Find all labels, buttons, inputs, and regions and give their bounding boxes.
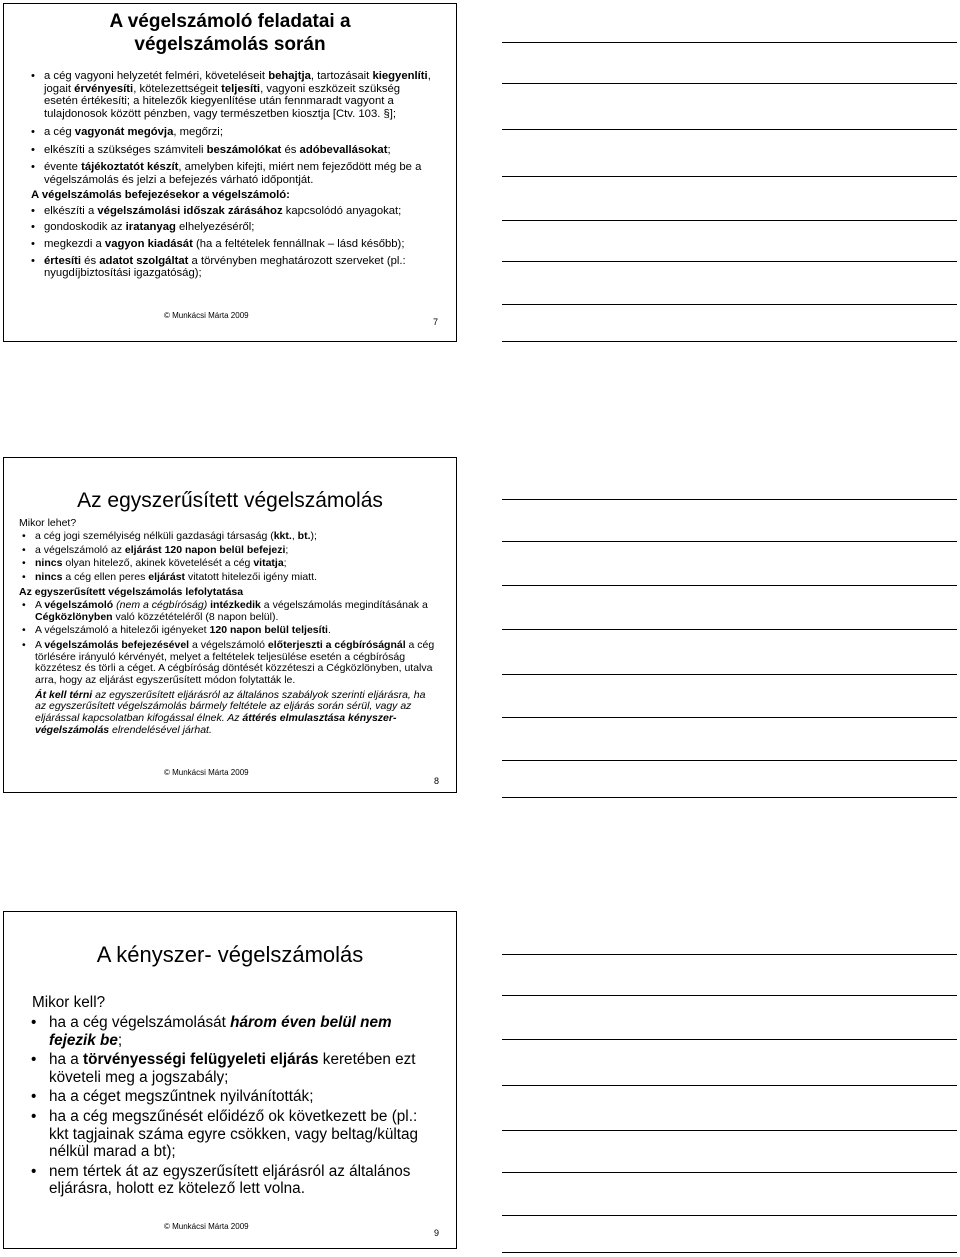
title-line-1: A végelszámoló feladatai a: [109, 11, 351, 32]
list-item: • megkezdi a vagyon kiadását (ha a feltételek fennállnak – lásd később);: [44, 238, 436, 251]
list-item: • elkészíti a szükséges számviteli beszámolókat és adóbevallásokat;: [44, 144, 436, 157]
list-item: • a végelszámoló az eljárást 120 napon belül befejezi;: [35, 545, 436, 557]
note-line: [502, 629, 957, 630]
note-line: [502, 541, 957, 542]
note-line: [502, 220, 957, 221]
note-line: [502, 1085, 957, 1086]
list-item: • nincs olyan hitelező, akinek követelését a cég vitatja;: [35, 558, 436, 570]
task-list: [4, 70, 456, 187]
list-item: • gondoskodik az iratanyag elhelyezéséről;: [44, 221, 436, 234]
note-line: [502, 42, 957, 43]
list-item: • nem tértek át az egyszerűsített eljárásról az általános eljárásra, holott ez kötelező lett volna.: [49, 1163, 436, 1198]
copyright-footer: © Munkácsi Márta 2009: [164, 1222, 249, 1231]
note-line: [502, 176, 957, 177]
note-line: [502, 341, 957, 342]
list-item: • a cég vagyonát megóvja, megőrzi;: [44, 126, 436, 139]
question: Mikor kell?: [32, 994, 106, 1011]
list-item: • értesíti és adatot szolgáltat a törvényben meghatározott szerveket (pl.: nyugdíjbiztosítási igazgatóság);: [44, 255, 436, 280]
note-line: [502, 674, 957, 675]
list-item: • ha a céget megszűntnek nyilvánították;: [49, 1088, 436, 1106]
list-item: • a cég vagyoni helyzetét felméri, követeléseit behajtja, tartozásait kiegyenlíti, jogait érvényesíti, kötelezettségeit teljesíti, vagyoni eszközeit szükség esetén értékesíti; a hitelezők kiegyenlítése után fennmaradt vagyont a tulajdonosok között pénzben, vagy természetben kiosztja [Ctv. 103. §];: [44, 70, 436, 121]
page-number: 8: [434, 776, 440, 786]
section-heading: Az egyszerűsített végelszámolás lefolytatása: [19, 585, 244, 598]
title-line-2: végelszámolás során: [134, 34, 326, 55]
slide-8: [3, 457, 457, 793]
procedure-list: [4, 600, 456, 687]
note-line: [502, 499, 957, 500]
page-number: 7: [433, 317, 439, 327]
note-line: [502, 1215, 957, 1216]
list-item: • a cég jogi személyiség nélküli gazdasági társaság (kkt., bt.);: [35, 531, 436, 543]
note-line: [502, 954, 957, 955]
condition-list: [4, 1014, 456, 1198]
list-item: • A végelszámoló a hitelezői igényeket 120 napon belül teljesíti.: [35, 625, 436, 637]
list-item: • A végelszámolás befejezésével a végelszámoló előterjeszti a cégbíróságnál a cég törlésére irányuló kérvényét, melyet a feltételek teljesülése esetén a cégbíróság közzétesz és törli a céget. A cégbíróság döntését közzéteszi a Cégközlönyben, utalva arra, hogy az eljárást egyszerűsített módon folytatták le.: [35, 640, 436, 687]
note-line: [502, 261, 957, 262]
note-line: [502, 1172, 957, 1173]
note-line: [502, 717, 957, 718]
slide-title: A kényszer- végelszámolás: [96, 942, 364, 967]
closing-task-list: [4, 205, 456, 281]
note-line: [502, 760, 957, 761]
list-item: • A végelszámoló (nem a cégbíróság) intézkedik a végelszámolás megindításának a Cégközlönyben való közzétételéről (8 napon belül).: [35, 600, 436, 623]
list-item: • évente tájékoztatót készít, amelyben kifejti, miért nem fejeződött még be a végelszámolás és jelzi a befejezés várható időpontját.: [44, 161, 436, 186]
slide-title: [4, 4, 456, 56]
copyright-footer: © Munkácsi Márta 2009: [164, 768, 249, 777]
list-item: • ha a cég végelszámolását három éven belül nem fejezik be;: [49, 1014, 436, 1049]
page-number: 9: [434, 1228, 440, 1238]
slide-title: Az egyszerűsített végelszámolás: [77, 489, 383, 512]
note-line: [502, 83, 957, 84]
transition-note: Át kell térni az egyszerűsített eljárásról az általános szabályok szerinti eljárásra, ha az egyszerűsített végelszámolás bármely feltétele az eljárás során sérül, vagy az eljárással kapcsolatban kifogással élnek. Az áttérés elmulasztása kényszer-végelszámolás elrendelésével járhat.: [35, 688, 426, 736]
note-line: [502, 304, 957, 305]
note-line: [502, 1130, 957, 1131]
note-line: [502, 1252, 957, 1253]
slide-9: [3, 911, 457, 1249]
copyright-footer: © Munkácsi Márta 2009: [164, 311, 249, 320]
note-line: [502, 1039, 957, 1040]
slide-7: [3, 3, 457, 342]
question: Mikor lehet?: [19, 517, 77, 529]
list-item: • ha a cég megszűnését előidéző ok következett be (pl.: kkt tagjainak száma egyre csökken, vagy beltag/kültag nélkül marad a bt);: [49, 1108, 436, 1161]
list-item: • ha a törvényességi felügyeleti eljárás keretében ezt követeli meg a jogszabály;: [49, 1051, 436, 1086]
note-line: [502, 129, 957, 130]
list-item: • nincs a cég ellen peres eljárást vitatott hitelezői igény miatt.: [35, 572, 436, 584]
note-line: [502, 797, 957, 798]
list-item: • elkészíti a végelszámolási időszak zárásához kapcsolódó anyagokat;: [44, 205, 436, 218]
section-heading: A végelszámolás befejezésekor a végelszámoló:: [31, 188, 290, 201]
note-line: [502, 995, 957, 996]
note-line: [502, 585, 957, 586]
condition-list: [4, 531, 456, 584]
